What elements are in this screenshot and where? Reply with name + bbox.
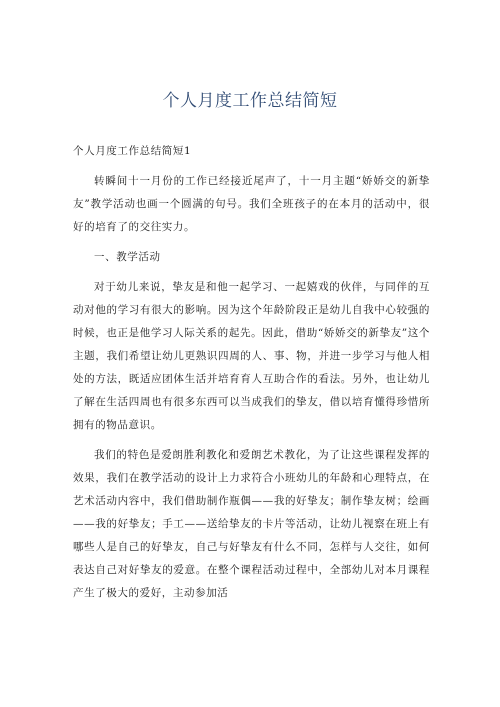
body-paragraph: 对于幼儿来说，挚友是和他一起学习、一起嬉戏的伙伴，与同伴的互动对他的学习有很大的影响。因为这个年龄阶段正是幼儿自我中心较强的时候，也正是他学习人际关系的起先。因此，借助“娇娇交的新挚友”这个主题，我们希望让幼儿更熟识四周的人、事、物，并进一步学习与他人相处的方法，既适应团体生活并培育育人互助合作的看法。另外，也让幼儿了解在生活四周也有很多东西可以当成我们的挚友，借以培育懂得珍惜所拥有的物品意识。 <box>73 281 430 431</box>
body-paragraph: 我们的特色是爱朗胜利教化和爱朗艺术教化，为了让这些课程发挥的效果，我们在教学活动的设计上力求符合小班幼儿的年龄和心理特点，在艺术活动内容中，我们借助制作瓶偶——我的好挚友；制作挚友树；绘画——我的好挚友；手工——送给挚友的卡片等活动，让幼儿视察在班上有哪些人是自己的好挚友，自己与好挚友有什么不同，怎样与人交往，如何表达自己对好挚友的爱意。在整个课程活动过程中，全部幼儿对本月课程产生了极大的爱好，主动参加活 <box>73 449 430 599</box>
document-body <box>73 140 430 612</box>
document-title: 个人月度工作总结简短 <box>162 91 338 111</box>
section-subtitle: 个人月度工作总结简短1 <box>73 145 192 157</box>
body-paragraph: 转瞬间十一月份的工作已经接近尾声了，十一月主题“娇娇交的新挚友”教学活动也画一个圆满的句号。我们全班孩子的在本月的活动中，很好的培育了的交往实力。 <box>73 175 430 233</box>
section-heading: 一、教学活动 <box>94 251 161 263</box>
